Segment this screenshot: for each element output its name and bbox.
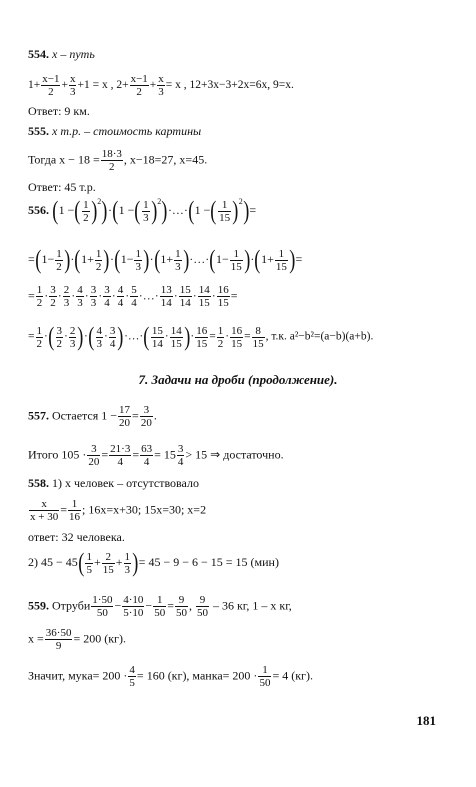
fraction: $\frac{16}{15}$ [196,324,208,350]
problem-556-row1: 556. (1 −( $\frac{1}{2}$ )$^2$)·(1 −( $\frac{1}{3}$ )$^2$)·…·(1 −( $\frac{1}{15}$ )$^2$)= [28,196,257,225]
problem-555-answer: Ответ: 45 т.р. [28,180,96,194]
fraction: $\frac{16}{15}$ [231,324,243,350]
fraction: $\frac{3}{2}$ [50,284,56,309]
problem-556-row4: = $\frac{1}{2}$ ·( $\frac{3}{2}$ · $\frac{2}{3}$ )·( $\frac{4}{3}$ · $\frac{3}{4}$ )·…·( $\frac{15}{14}$ · $\frac{14}{15}$ )· $\frac{16}{15}$ = $\frac{1}{2}$ · $\frac{16}{15}$ = $\frac{8}{15}$ , т.к. a²−b²=(a−b)(a+b). [28,322,374,351]
fraction: $\frac{4}{4}$ [117,284,124,309]
fraction: $\frac{36\cdot 50}{9}$ [45,627,72,652]
eq-text: Тогда x − 18 = [28,152,100,167]
eq-text: , x−18=27, x=45. [123,152,208,167]
problem-557-line2: Итого 105 · $\frac{3}{20}$ = $\frac{21\cdot 3}{4}$ = $\frac{63}{4}$ = 15 $\frac{3}{4}$ > 15 ⇒ достаточно. [28,443,284,468]
fraction: $\frac{1}{2}$ [95,247,102,273]
problem-555-equation [28,148,207,173]
fraction: $\frac{16}{15}$ [217,284,229,309]
page-number: 181 [416,713,436,728]
fraction: $\frac{1}{3}$ [143,198,149,224]
heading-text: x – путь [52,47,95,61]
fraction: $\frac{1\cdot 50}{50}$ [92,594,113,619]
eq-text: + [61,79,68,92]
fraction: $\frac{2}{3}$ [69,324,76,350]
problem-554-heading [28,47,95,61]
problem-558-answer: ответ: 32 человека. [28,530,125,544]
fraction: $\frac{1}{50}$ [259,664,271,689]
fraction: $\frac{1}{16}$ [69,498,80,523]
problem-number: 555. [28,124,49,138]
eq-text: + [149,79,157,92]
fraction: $\frac{1}{3}$ [135,247,141,273]
fraction: $\frac{15}{14}$ [179,284,191,309]
problem-557-line1: 557. Остается 1 − $\frac{17}{20}$ = $\frac{3}{20}$ . [28,404,157,429]
fraction: $\frac{4}{3}$ [77,284,83,309]
problem-number: 559. [28,598,49,613]
fraction: $\frac{2}{3}$ [63,284,70,309]
fraction: $\frac{3}{3}$ [90,284,97,309]
problem-558-heading: 558. 1) x человек – отсутствовало [28,476,199,490]
fraction: $\frac{x-1}{2}$ [130,73,148,98]
heading-text: x т.р. – стоимость картины [52,124,202,138]
problem-554-answer: Ответ: 9 км. [28,104,90,118]
fraction: $\frac{5}{4}$ [131,284,137,309]
fraction: $\frac{21\cdot 3}{4}$ [110,443,131,468]
fraction: $\frac{1}{50}$ [154,594,166,619]
fraction: $\frac{3}{2}$ [56,324,63,350]
fraction: $\frac{9}{50}$ [175,594,187,619]
problem-number: 558. [28,476,49,490]
fraction: $\frac{3}{20}$ [88,443,100,468]
fraction: $\frac{4}{5}$ [129,664,135,689]
fraction: $\frac{8}{15}$ [252,324,264,350]
fraction: $\frac{17}{20}$ [119,404,131,429]
fraction: $\frac{18\cdot 3}{2}$ [101,148,122,173]
problem-558-part2: 2) 45 − 45( $\frac{1}{5}$ + $\frac{2}{15}$ + $\frac{1}{3}$ )= 45 − 9 − 6 − 15 = 15 (мин) [28,548,279,577]
problem-558-equation: $\frac{x}{x + 30}$ = $\frac{1}{16}$ ; 16x=x+30; 15x=30; x=2 [30,498,207,523]
fraction: $\frac{3}{20}$ [140,404,152,429]
fraction: $\frac{1}{15}$ [230,247,242,273]
problem-559-line3: Значит, мука= 200 · $\frac{4}{5}$ = 160 (кг), манка= 200 · $\frac{1}{50}$ = 4 (кг). [28,664,313,689]
problem-556-row2: =(1− $\frac{1}{2}$ )·(1+ $\frac{1}{2}$ )·(1− $\frac{1}{3}$ )·(1+ $\frac{1}{3}$ )·…·(1− $\frac{1}{15}$ )·(1+ $\frac{1}{15}$ )= [28,245,303,274]
problem-554-equation [28,73,294,98]
fraction: $\frac{3}{4}$ [109,324,116,350]
problem-559-line1: 559. Отруби $\frac{1\cdot 50}{50}$ − $\frac{4\cdot 10}{5\cdot 10}$ − $\frac{1}{50}$ = $\frac{9}{50}$ , $\frac{9}{50}$ – 36 кг, 1 – x кг, [28,594,292,619]
eq-text: = x , 12+3x−3+2x=6x, 9=x. [165,79,294,92]
fraction: $\frac{1}{15}$ [219,198,231,224]
fraction: $\frac{14}{15}$ [198,284,210,309]
problem-number: 554. [28,47,49,61]
fraction: $\frac{3}{4}$ [177,443,184,468]
problem-559-line2: x = $\frac{36\cdot 50}{9}$ = 200 (кг). [28,627,126,652]
fraction: $\frac{1}{2}$ [217,324,224,350]
fraction: $\frac{x-1}{2}$ [42,73,60,98]
fraction: $\frac{4}{3}$ [96,324,103,350]
fraction: $\frac{1}{3}$ [175,247,181,273]
fraction: $\frac{3}{4}$ [104,284,110,309]
eq-text: , т.к. a²−b²=(a−b)(a+b). [265,330,374,343]
fraction: $\frac{x}{3}$ [158,73,164,98]
problem-number: 557. [28,408,49,423]
fraction: $\frac{x}{3}$ [69,73,76,98]
section-title: 7. Задачи на дроби (продолжение). [138,372,338,387]
eq-text: 1+ [28,79,41,92]
problem-556-row3: = $\frac{1}{2}$ · $\frac{3}{2}$ · $\frac{2}{3}$ · $\frac{4}{3}$ · $\frac{3}{3}$ · $\frac{3}{4}$ · $\frac{4}{4}$ · $\frac{5}{4}$ ·…· $\frac{13}{14}$ · $\frac{15}{14}$ · $\frac{14}{15}$ · $\frac{16}{15}$ = [28,284,238,309]
fraction: $\frac{1}{15}$ [275,247,287,273]
fraction: $\frac{1}{2}$ [36,284,43,309]
fraction: $\frac{1}{2}$ [36,324,42,350]
fraction: $\frac{1}{5}$ [86,550,92,576]
eq-text: +1 = x , 2+ [77,79,129,92]
problem-number: 556. [28,202,49,217]
fraction: $\frac{15}{14}$ [151,324,163,350]
fraction: $\frac{x}{x + 30}$ [30,498,59,523]
fraction: $\frac{1}{3}$ [124,550,130,576]
fraction: $\frac{13}{14}$ [160,284,172,309]
problem-555-heading [28,124,201,138]
fraction: $\frac{14}{15}$ [170,324,182,350]
fraction: $\frac{2}{15}$ [102,550,114,576]
fraction: $\frac{63}{4}$ [141,443,153,468]
fraction: $\frac{9}{50}$ [196,594,208,619]
fraction: $\frac{4\cdot 10}{5\cdot 10}$ [123,594,144,619]
fraction: $\frac{1}{2}$ [83,198,89,224]
fraction: $\frac{1}{2}$ [56,247,62,273]
